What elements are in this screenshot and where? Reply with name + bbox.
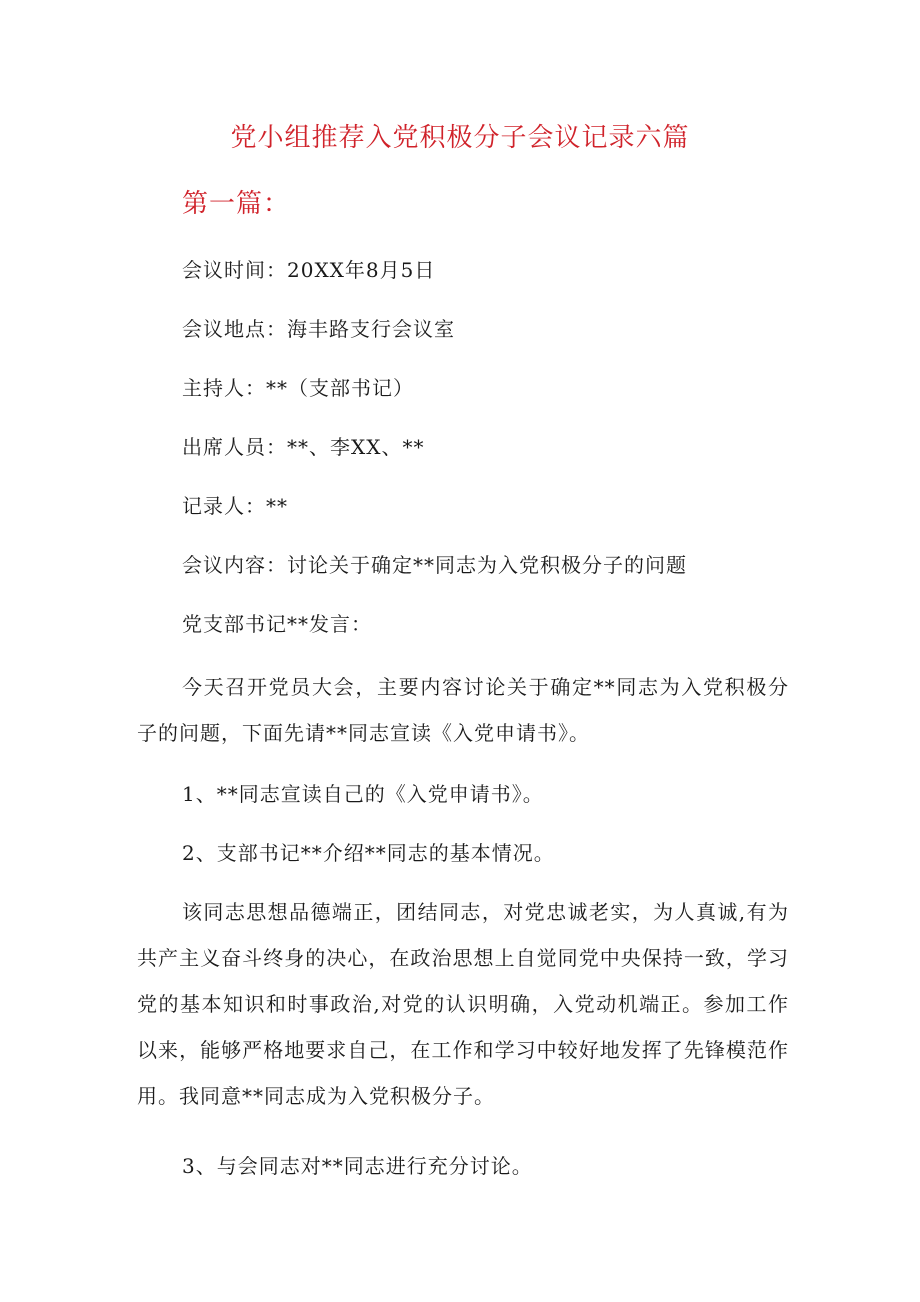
agenda-item-1: 1、**同志宣读自己的《入党申请书》。: [182, 782, 544, 806]
meeting-place: 会议地点：海丰路支行会议室: [182, 317, 455, 341]
agenda-item-2: 2、支部书记**介绍**同志的基本情况。: [182, 841, 555, 865]
meeting-time: 会议时间：20XX年8月5日: [182, 258, 436, 282]
evaluation-paragraph: 该同志思想品德端正，团结同志，对党忠诚老实，为人真诚,有为共产主义奋斗终身的决心，在政治思想上自觉同党中央保持一致，学习党的基本知识和时事政治,对党的认识明确，入党动机端正。参加工作以来，能够严格地要求自己，在工作和学习中较好地发挥了先锋模范作用。我同意**同志成为入党积极分子。: [137, 900, 789, 1108]
meeting-content: 会议内容：讨论关于确定**同志为入党积极分子的问题: [182, 553, 687, 577]
section-heading: 第一篇：: [182, 189, 291, 219]
speech-intro: 党支部书记**发言：: [182, 612, 372, 636]
meeting-host: 主持人：**（支部书记）: [182, 376, 414, 400]
meeting-attendees: 出席人员：**、李XX、**: [182, 435, 425, 459]
agenda-item-3: 3、与会同志对**同志进行充分讨论。: [182, 1154, 533, 1178]
opening-paragraph: 今天召开党员大会，主要内容讨论关于确定**同志为入党积极分子的问题，下面先请**同志宣读《入党申请书》。: [137, 675, 789, 745]
meeting-recorder: 记录人：**: [182, 494, 288, 518]
document-title: 党小组推荐入党积极分子会议记录六篇: [230, 123, 690, 153]
